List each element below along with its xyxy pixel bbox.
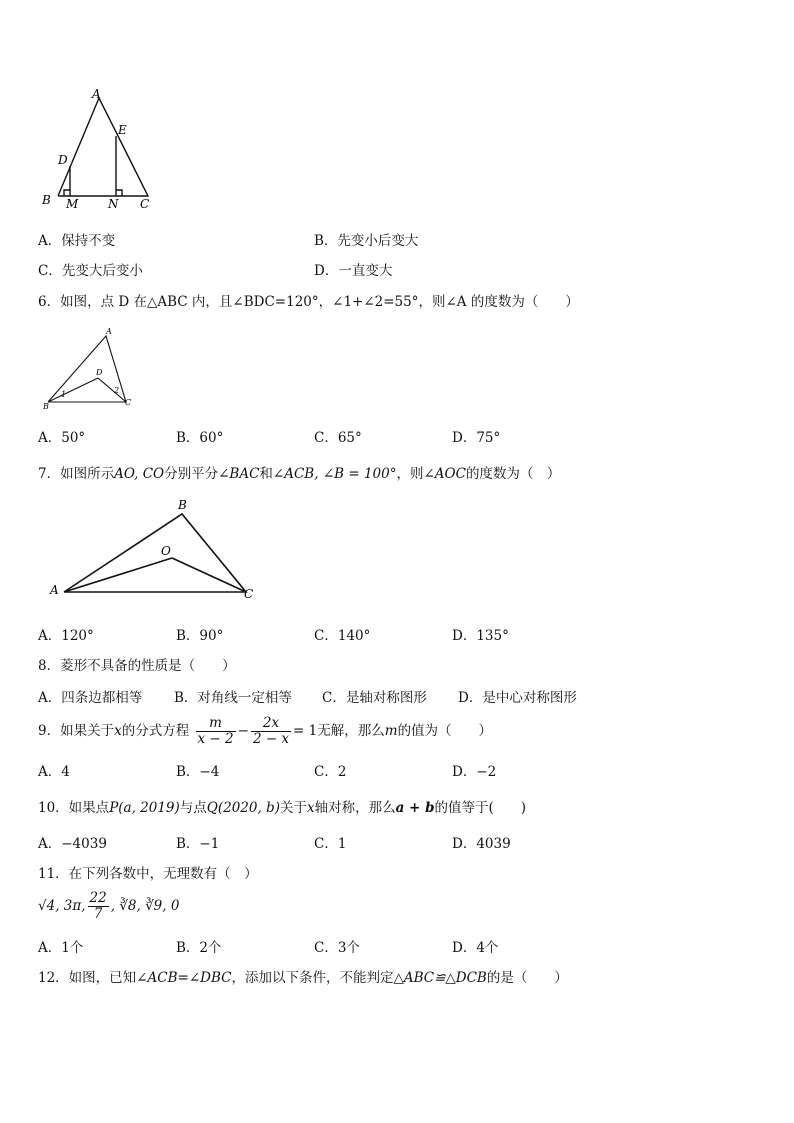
q7-stem-math-acb: ∠ACB, ∠B = 100°	[272, 466, 397, 482]
fig5-label-b: B	[42, 193, 51, 207]
q9-stem-var-x: x	[114, 723, 122, 739]
q7-option-c[interactable]: C．140°	[314, 628, 371, 644]
q12-stem	[38, 966, 568, 986]
fig5-label-a: A	[92, 87, 101, 101]
fig5-label-n: N	[108, 197, 119, 211]
q9-stem-var-m: m	[384, 723, 398, 739]
fig7-label-b: B	[178, 498, 187, 512]
q9-fraction-2-num: 2x	[251, 716, 291, 732]
q10-stem-sum: a + b	[395, 800, 435, 816]
q9-fraction-2	[251, 716, 291, 747]
q10-stem-mid: 与点	[179, 800, 207, 816]
fig7-label-a: A	[50, 583, 59, 597]
q7-stem-pre: 7．如图所示	[38, 466, 115, 482]
q11-fraction-num: 22	[89, 890, 107, 906]
q11-numbers-part1: √4, 3π,	[38, 898, 86, 914]
q6-option-c[interactable]: C．65°	[314, 430, 362, 446]
q6-option-d[interactable]: D．75°	[452, 430, 501, 446]
q11-fraction-den: 7	[93, 906, 103, 922]
q8-option-b[interactable]: B．对角线一定相等	[174, 690, 292, 706]
q9-option-c[interactable]: C．2	[314, 764, 347, 780]
q8-option-a[interactable]: A．四条边都相等	[38, 690, 143, 706]
q10-option-d[interactable]: D．4039	[452, 836, 511, 852]
q6-stem: 6．如图，点 D 在△ABC 内，且∠BDC=120°，∠1+∠2=55°，则∠A 的度数为（ ）	[38, 294, 579, 310]
q10-stem-var-x: x	[306, 800, 315, 816]
q7-option-d[interactable]: D．135°	[452, 628, 509, 644]
q10-option-b[interactable]: B．−1	[176, 836, 220, 852]
q9-stem-mid: 的分式方程	[121, 723, 190, 739]
q10-stem	[38, 796, 526, 816]
q9-option-a[interactable]: A．4	[38, 764, 70, 780]
q9-fraction-1-den: x − 2	[197, 731, 234, 747]
q7-stem	[38, 462, 560, 482]
q7-stem-post: 的度数为（ ）	[465, 466, 561, 482]
q5-option-c[interactable]: C．先变大后变小	[38, 263, 143, 279]
q8-option-c[interactable]: C．是轴对称图形	[322, 690, 427, 706]
q12-stem-eq: =	[177, 970, 189, 986]
q11-stem: 11．在下列各数中，无理数有（ ）	[38, 866, 258, 882]
fig5-label-m: M	[66, 197, 79, 211]
q9-option-b[interactable]: B．−4	[176, 764, 220, 780]
q10-stem-post: 的值等于( )	[434, 800, 527, 816]
fig5-label-e: E	[118, 123, 127, 137]
q7-stem-math-ao-co: AO, CO	[114, 466, 165, 482]
q7-stem-mid3: ，则	[396, 466, 424, 482]
q10-option-a[interactable]: A．−4039	[38, 836, 107, 852]
q8-option-d[interactable]: D．是中心对称图形	[458, 690, 577, 706]
figure-q6	[40, 324, 140, 412]
q7-stem-math-aoc: ∠AOC	[423, 466, 466, 482]
q6-option-a[interactable]: A．50°	[38, 430, 86, 446]
q12-stem-post: 的是（ ）	[486, 970, 568, 986]
q12-stem-mid2: ，添加以下条件，不能判定	[231, 970, 394, 986]
q10-stem-point-q: Q(2020, b)	[206, 800, 280, 816]
q9-fraction-2-den: 2 − x	[252, 731, 290, 747]
fig5-label-d: D	[58, 153, 68, 167]
q7-stem-mid1: 分别平分	[164, 466, 219, 482]
q6-option-b[interactable]: B．60°	[176, 430, 224, 446]
figure-q5	[36, 84, 166, 214]
q9-stem-mid2: 无解，那么	[317, 723, 385, 739]
q10-stem-mid2: 关于	[279, 800, 307, 816]
q9-stem-pre: 9．如果关于	[38, 723, 115, 739]
q10-stem-mid3: 轴对称，那么	[314, 800, 396, 816]
q7-stem-mid2: 和	[259, 466, 273, 482]
q9-fraction-1-num: m	[196, 716, 236, 732]
q9-option-d[interactable]: D．−2	[452, 764, 497, 780]
q12-stem-angle-acb: ∠ACB	[136, 970, 178, 986]
q5-option-b[interactable]: B．先变小后变大	[314, 233, 419, 249]
fig7-label-o: O	[161, 544, 171, 558]
q5-option-d[interactable]: D．一直变大	[314, 263, 393, 279]
q12-stem-pre: 12．如图，已知	[38, 970, 137, 986]
q9-fraction-1	[196, 716, 236, 747]
fig6-label-a: A	[106, 327, 112, 336]
figure-q7	[40, 494, 270, 606]
fig6-label-2: 2	[114, 386, 120, 395]
q11-fraction	[88, 891, 109, 922]
q8-stem: 8．菱形不具备的性质是（ ）	[38, 658, 236, 674]
q9-stem-post: 的值为（ ）	[397, 723, 493, 739]
q11-option-a[interactable]: A．1个	[38, 940, 84, 956]
fig6-label-1: 1	[61, 390, 67, 399]
q10-stem-pre: 10．如果点	[38, 800, 110, 816]
fig6-label-b: B	[43, 402, 49, 411]
q7-stem-math-bac: ∠BAC	[218, 466, 260, 482]
q7-option-b[interactable]: B．90°	[176, 628, 224, 644]
q9-equals: = 1	[293, 723, 318, 739]
q12-stem-congruence: △ABC≌△DCB	[393, 970, 487, 986]
q11-numbers	[38, 886, 179, 926]
fig5-label-c: C	[140, 197, 150, 211]
q12-stem-angle-dbc: ∠DBC	[188, 970, 232, 986]
q11-option-c[interactable]: C．3个	[314, 940, 360, 956]
q11-numbers-part2: , ∛8, ∛9, 0	[110, 898, 180, 914]
fig6-label-d: D	[96, 368, 103, 377]
q9-minus: −	[237, 723, 249, 739]
q5-option-a[interactable]: A．保持不变	[38, 233, 116, 249]
q11-option-d[interactable]: D．4个	[452, 940, 499, 956]
q11-option-b[interactable]: B．2个	[176, 940, 222, 956]
fig7-label-c: C	[244, 587, 254, 601]
fig6-label-c: C	[125, 398, 132, 407]
q9-stem	[38, 712, 492, 750]
q7-option-a[interactable]: A．120°	[38, 628, 94, 644]
q10-stem-point-p: P(a, 2019)	[109, 800, 180, 816]
q10-option-c[interactable]: C．1	[314, 836, 347, 852]
